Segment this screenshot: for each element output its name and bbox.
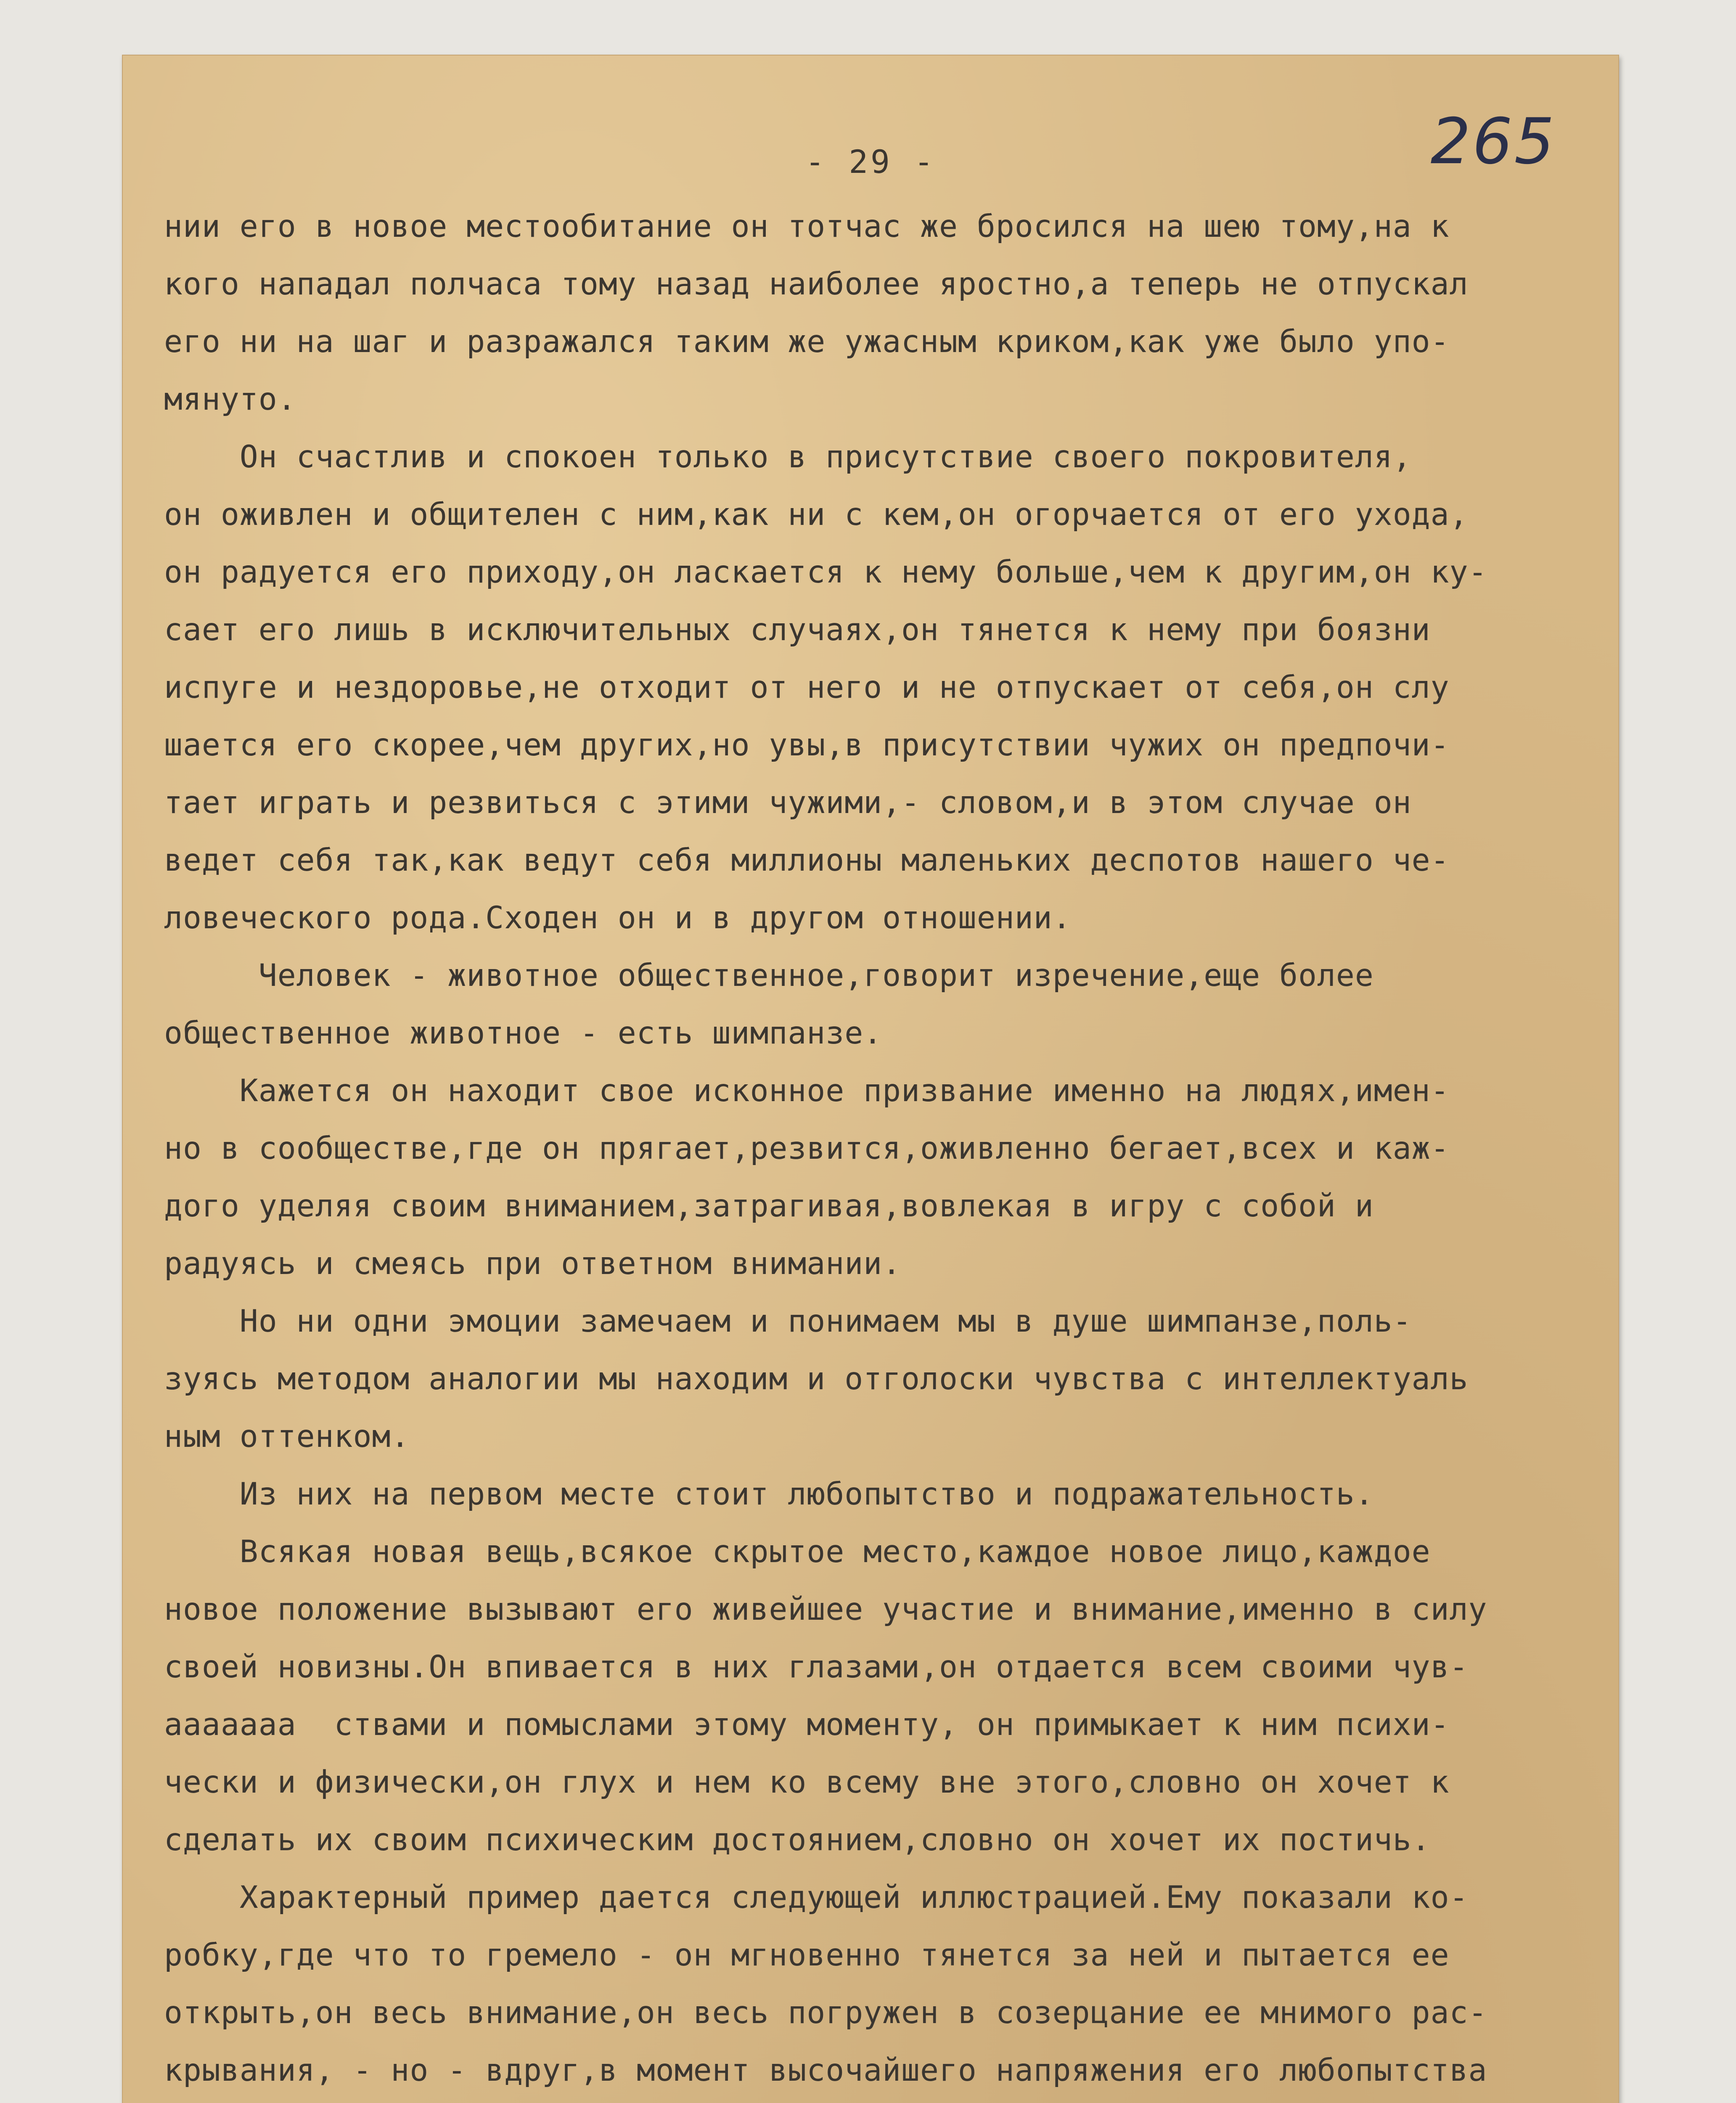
- text-line: сделать их своим психическим достоянием,словно он хочет их постичь.: [164, 1822, 1431, 1858]
- text-line: Характерный пример дается следующей иллюстрацией.Ему показали ко-: [164, 1880, 1469, 1915]
- text-line: общественное животное - есть шимпанзе.: [164, 1015, 883, 1051]
- text-line: Всякая новая вещь,всякое скрытое место,каждое новое лицо,каждое: [164, 1534, 1431, 1570]
- text-line: радуясь и смеясь при ответном внимании.: [164, 1246, 902, 1282]
- text-line: Он счастлив и спокоен только в присутствие своего покровителя,: [164, 439, 1412, 475]
- text-line: крывания, - но - вдруг,в момент высочайшего напряжения его любопытства: [164, 2053, 1487, 2088]
- text-line: он радуется его приходу,он ласкается к нему больше,чем к другим,он ку-: [164, 554, 1487, 590]
- text-line: чески и физически,он глух и нем ко всему вне этого,словно он хочет к: [164, 1764, 1450, 1800]
- text-line: новое положение вызывают его живейшее участие и внимание,именно в силу: [164, 1592, 1487, 1627]
- text-line: Кажется он находит свое исконное призвание именно на людях,имен-: [164, 1073, 1450, 1109]
- text-line: его ни на шаг и разражался таким же ужасным криком,как уже было упо-: [164, 324, 1450, 360]
- text-line: своей новизны.Он впивается в них глазами,он отдается всем своими чув-: [164, 1649, 1469, 1685]
- text-line: дого уделяя своим вниманием,затрагивая,вовлекая в игру с собой и: [164, 1188, 1374, 1224]
- text-line: ным оттенком.: [164, 1419, 410, 1454]
- text-line: робку,где что то гремело - он мгновенно тянется за ней и пытается ее: [164, 1937, 1450, 1973]
- typed-text-block: [164, 198, 1615, 2103]
- text-line: открыть,он весь внимание,он весь погружен в созерцание ее мнимого рас-: [164, 1995, 1487, 2031]
- archive-number: 265: [1430, 105, 1556, 178]
- text-line: но в сообществе,где он прягает,резвится,оживленно бегает,всех и каж-: [164, 1131, 1450, 1166]
- text-line: шается его скорее,чем других,но увы,в присутствии чужих он предпочи-: [164, 727, 1450, 763]
- text-line: нии его в новое местообитание он тотчас же бросился на шею тому,на к: [164, 209, 1450, 244]
- page-number: - 29 -: [805, 143, 936, 180]
- text-line: Человек - животное общественное,говорит изречение,еще более: [164, 958, 1374, 993]
- text-line: тает играть и резвиться с этими чужими,- словом,и в этом случае он: [164, 785, 1412, 821]
- text-line: [164, 2099, 1615, 2103]
- text-line: испуге и нездоровье,не отходит от него и не отпускает от себя,он слу: [164, 670, 1450, 705]
- text-line: он оживлен и общителен с ним,как ни с кем,он огорчается от его ухода,: [164, 497, 1469, 532]
- text-line: Из них на первом месте стоит любопытство и подражательность.: [164, 1476, 1374, 1512]
- text-line: сает его лишь в исключительных случаях,он тянется к нему при боязни: [164, 612, 1431, 648]
- text-line: ловеческого рода.Сходен он и в другом отношении.: [164, 900, 1072, 936]
- document-page: [122, 55, 1619, 2103]
- text-line: зуясь методом аналогии мы находим и отголоски чувства с интеллектуаль: [164, 1361, 1469, 1397]
- text-line: кого нападал полчаса тому назад наиболее яростно,а теперь не отпускал: [164, 266, 1469, 302]
- text-line: ведет себя так,как ведут себя миллионы маленьких деспотов нашего че-: [164, 842, 1450, 878]
- text-line: ааааааа ствами и помыслами этому моменту, он примыкает к ним психи-: [164, 1707, 1450, 1743]
- text-line: Но ни одни эмоции замечаем и понимаем мы в душе шимпанзе,поль-: [164, 1303, 1412, 1339]
- text-line: мянуто.: [164, 381, 296, 417]
